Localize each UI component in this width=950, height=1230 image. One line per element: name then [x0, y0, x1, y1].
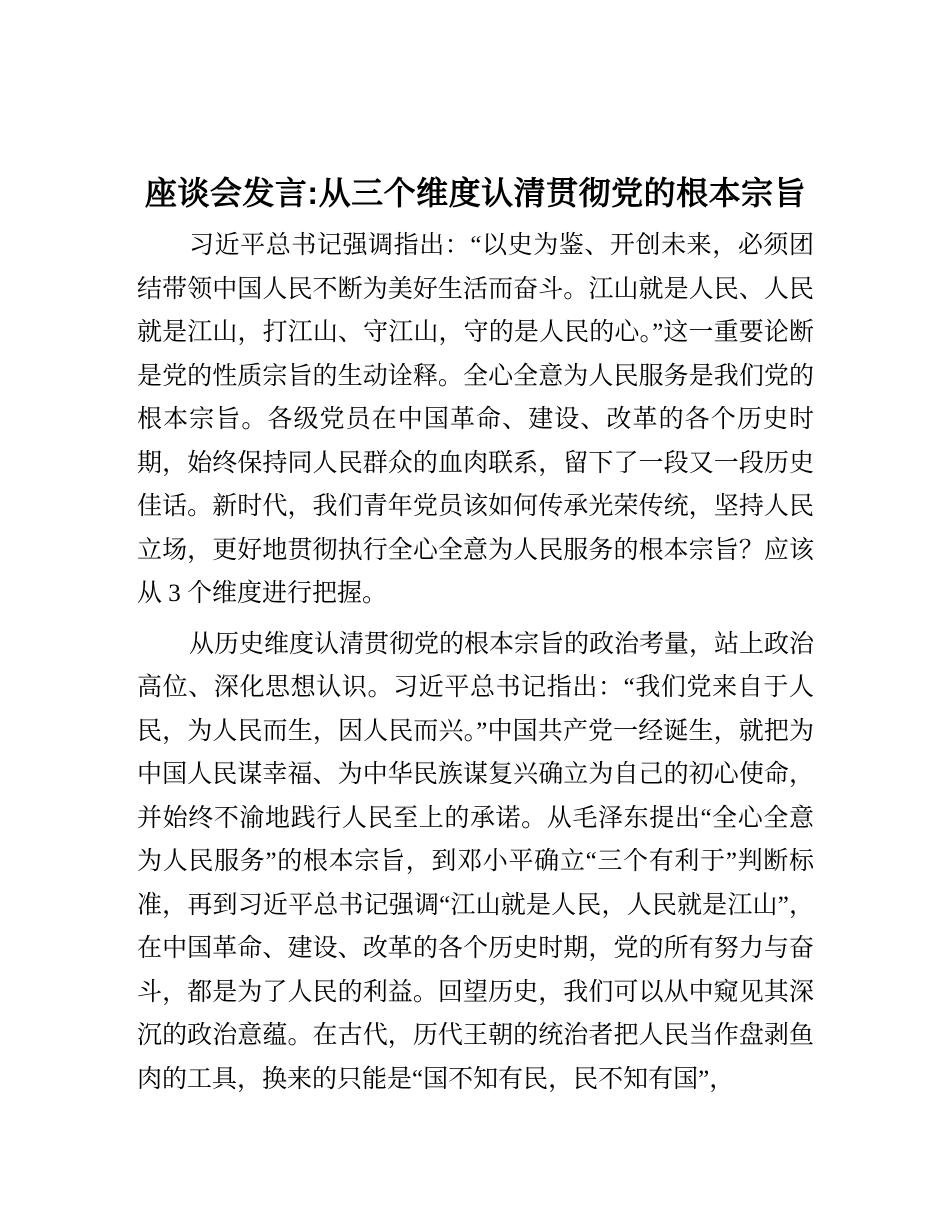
document-title: 座谈会发言:从三个维度认清贯彻党的根本宗旨	[144, 175, 807, 211]
paragraph-history-dimension: 从历史维度认清贯彻党的根本宗旨的政治考量，站上政治高位、深化思想认识。习近平总书记指出：“我们党来自于人民，为人民而生，因人民而兴。”中国共产党一经诞生，就把为中国人民谋幸福、为中华民族谋复兴确立为自己的初心使命，并始终不渝地践行人民至上的承诺。从毛泽东提出“全心全意为人民服务”的根本宗旨，到邓小平确立“三个有利于”判断标准，再到习近平总书记强调“江山就是人民，人民就是江山”，在中国革命、建设、改革的各个历史时期，党的所有努力与奋斗，都是为了人民的利益。回望历史，我们可以从中窥见其深沉的政治意蕴。在古代，历代王朝的统治者把人民当作盘剥鱼肉的工具，换来的只能是“国不知有民，民不知有国”，	[137, 630, 815, 1093]
paragraph-intro: 习近平总书记强调指出：“以史为鉴、开创未来，必须团结带领中国人民不断为美好生活而奋斗。江山就是人民、人民就是江山，打江山、守江山，守的是人民的心。”这一重要论断是党的性质宗旨的生动诠释。全心全意为人民服务是我们党的根本宗旨。各级党员在中国革命、建设、改革的各个历史时期，始终保持同人民群众的血肉联系，留下了一段又一段历史佳话。新时代，我们青年党员该如何传承光荣传统，坚持人民立场，更好地贯彻执行全心全意为人民服务的根本宗旨？应该从 3 个维度进行把握。	[137, 232, 814, 607]
